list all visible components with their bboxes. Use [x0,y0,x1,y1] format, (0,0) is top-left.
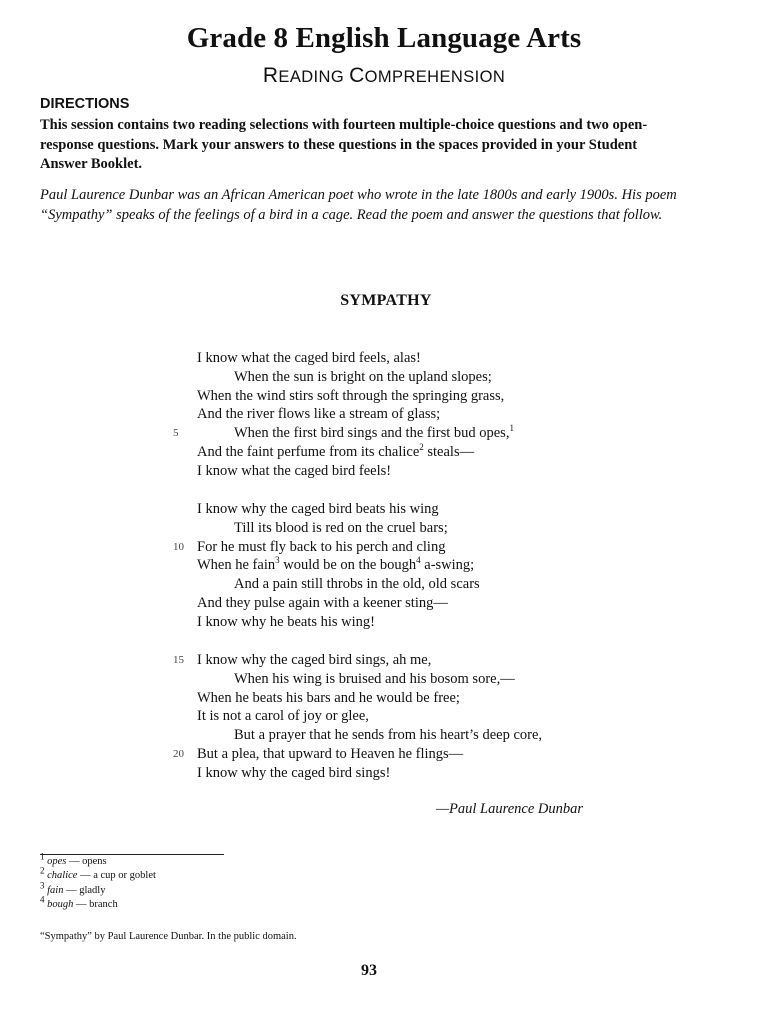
poem-line [173,423,514,443]
section-subtitle [0,64,768,88]
subtitle-part-omprehension: OMPREHENSION [364,68,506,86]
poem-line: And a pain still throbs in the old, old scars [234,576,480,593]
footnote-number: 1 [40,851,45,862]
footnote-number: 3 [40,880,45,891]
subtitle-part-eading: EADING [278,68,345,86]
poem-line: When he beats his bars and he would be free; [197,689,460,706]
page-title: Grade 8 English Language Arts [186,22,582,54]
line-number: 15 [173,654,184,666]
footnote [40,894,156,912]
poem-title: SYMPATHY [340,292,432,309]
poem-line-text: would be on the bough [279,557,417,574]
footnote [40,880,156,898]
directions-heading: DIRECTIONS [40,96,130,112]
source-credit: “Sympathy” by Paul Laurence Dunbar. In the public domain. [40,931,297,942]
footnote [40,865,156,883]
poem-stanza-2 [173,500,480,632]
subtitle-initial-c: C [349,64,365,87]
poem-line: And the river flows like a stream of glass; [197,406,441,423]
poem-line [173,651,542,670]
subtitle-initial-r: R [262,64,279,87]
footnote-number: 4 [40,894,45,905]
footnotes [40,851,156,912]
page-number: 93 [361,962,377,979]
intro-paragraph: Paul Laurence Dunbar was an African American poet who wrote in the late 1800s and early 1900s. His poem “Sympathy” speaks of the feelings of a bird in a cage. Read the poem and answer the questions that follow. [40,187,677,223]
footnote-ref: 4 [416,555,421,566]
poem-line-text: When the first bird sings and the first bud opes, [234,425,510,442]
line-number: 10 [173,540,184,553]
poem-line: I know what the caged bird feels, alas! [197,350,421,366]
poem-stanza-3 [173,651,543,783]
poem-line: Till its blood is red on the cruel bars; [234,519,448,536]
poem-line-text: But a plea, that upward to Heaven he flings— [197,745,464,762]
poem-line: When the sun is bright on the upland slopes; [234,368,492,385]
poem-line-text: For he must fly back to his perch and cling [197,538,446,555]
poem-line-text: a-swing; [420,557,475,574]
poem-line: When the wind stirs soft through the springing grass, [197,387,505,404]
poem-line: It is not a carol of joy or glee, [197,708,369,725]
poem-line-text: steals— [423,443,475,460]
poem-line: I know what the caged bird feels! [197,462,392,479]
footnote-ref: 2 [419,442,424,453]
poem-line: I know why he beats his wing! [197,613,376,630]
directions-text: This session contains two reading selections with fourteen multiple-choice questions and two open-response questions. Mark your answers to these questions in the spaces provided in your Student Answer Booklet. [40,117,648,172]
footnote-term: fain [47,884,64,896]
footnote-number: 2 [40,865,45,876]
footnote-definition: — opens [66,856,107,867]
poem-line [173,745,542,764]
footnote-term: chalice [47,870,78,882]
footnote [40,851,156,869]
poem-line: When his wing is bruised and his bosom sore,— [234,670,515,687]
line-number: 5 [173,427,179,440]
poem-line: But a prayer that he sends from his heart’s deep core, [234,727,543,744]
footnote-ref: 1 [509,423,514,434]
footnote-definition: — a cup or goblet [77,870,156,882]
footnote-term: bough [47,898,74,910]
footnote-definition: — gladly [63,884,106,896]
line-number: 20 [173,747,184,760]
footnote-term: opes [47,856,67,867]
poem-line-text: I know why the caged bird sings, ah me, [197,652,432,668]
poem-line-text: When he fain [197,557,276,574]
poem-line [173,538,480,557]
footnote-definition: — branch [73,898,118,910]
poem-line: And they pulse again with a keener sting— [197,594,448,611]
poem-author: —Paul Laurence Dunbar [436,801,583,817]
poem-line: I know why the caged bird beats his wing [197,501,439,517]
poem-stanza-1 [173,349,514,481]
poem-line [197,556,480,575]
poem-line-text: And the faint perfume from its chalice [197,443,420,460]
footnote-ref: 3 [275,555,280,566]
poem-line [197,443,514,462]
poem-line: I know why the caged bird sings! [197,764,391,781]
